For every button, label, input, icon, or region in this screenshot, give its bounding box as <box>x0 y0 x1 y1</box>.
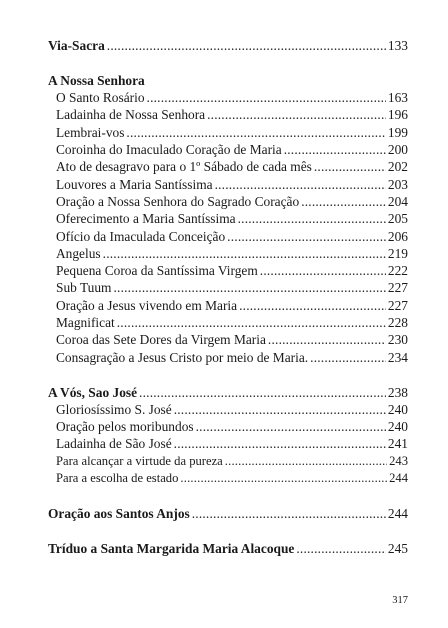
dot-leader <box>238 210 386 227</box>
dot-leader <box>139 384 386 401</box>
toc-page-number: 245 <box>387 540 408 556</box>
toc-entry-title: Ato de desagravo para o 1º Sábado de cada mês <box>56 159 312 175</box>
toc-entry <box>48 141 408 158</box>
dot-leader <box>180 470 387 487</box>
dot-leader <box>147 89 386 106</box>
toc-entry-title: Ofício da Imaculada Conceição <box>56 228 226 244</box>
dot-leader <box>196 418 386 435</box>
toc-page-number: 240 <box>387 401 408 417</box>
toc-entry <box>48 89 408 106</box>
section-gap <box>48 522 408 540</box>
dot-leader <box>192 505 386 522</box>
toc-entry-title: Pequena Coroa da Santíssima Virgem <box>56 263 258 279</box>
dot-leader <box>113 279 385 296</box>
toc-entry-title: Oração pelos moribundos <box>56 419 194 435</box>
toc-entry <box>48 453 408 470</box>
toc-page-number: 244 <box>389 471 408 486</box>
toc-page-number: 222 <box>387 263 408 279</box>
dot-leader <box>296 540 386 557</box>
toc-entry-title: Oração a Jesus vivendo em Maria <box>56 297 238 313</box>
toc-page-number: 227 <box>387 297 408 313</box>
toc-heading-sao-jose <box>48 384 408 401</box>
toc-heading-title: Tríduo a Santa Margarida Maria Alacoque <box>48 540 295 556</box>
dot-leader <box>174 401 386 418</box>
toc-entry <box>48 210 408 227</box>
toc-heading-title: A Nossa Senhora <box>48 72 145 88</box>
toc-entry <box>48 228 408 245</box>
toc-entry <box>48 124 408 141</box>
toc-page-number: 200 <box>387 142 408 158</box>
toc-heading-triduo <box>48 540 408 557</box>
section-gap <box>48 366 408 384</box>
toc-page-number: 199 <box>387 124 408 140</box>
dot-leader <box>215 176 386 193</box>
dot-leader <box>225 453 387 470</box>
dot-leader <box>103 245 386 262</box>
page-number: 317 <box>392 595 408 606</box>
dot-leader <box>107 37 386 54</box>
toc-entry <box>48 158 408 175</box>
toc-entry-title: Para alcançar a virtude da pureza <box>56 453 223 468</box>
dot-leader <box>260 262 386 279</box>
toc-page-number: 234 <box>387 349 408 365</box>
toc-entry <box>48 106 408 123</box>
toc-entry <box>48 401 408 418</box>
dot-leader <box>314 158 386 175</box>
toc-heading-nossa-senhora <box>48 72 408 89</box>
toc-entry-title: O Santo Rosário <box>56 90 145 106</box>
dot-leader <box>268 331 386 348</box>
toc-entry <box>48 245 408 262</box>
toc-entry <box>48 470 408 487</box>
toc-heading-title: Via-Sacra <box>48 38 105 53</box>
toc-entry <box>48 297 408 314</box>
toc-entry <box>48 262 408 279</box>
toc-entry-title: Ladainha de Nossa Senhora <box>56 107 206 123</box>
dot-leader <box>239 297 386 314</box>
toc-entry-title: Angelus <box>56 245 101 261</box>
toc-page-number: 196 <box>387 107 408 123</box>
toc-entry-title: Magnificat <box>56 315 115 331</box>
toc-heading-santos-anjos <box>48 505 408 522</box>
toc-page-number: 202 <box>387 159 408 175</box>
toc-entry-title: Gloriosíssimo S. José <box>56 401 172 417</box>
toc-page-number: 205 <box>387 211 408 227</box>
toc-entry-title: Oração a Nossa Senhora do Sagrado Coração <box>56 193 300 209</box>
section-gap <box>48 54 408 72</box>
toc-entry-title: Lembrai-vos <box>56 124 125 140</box>
dot-leader <box>227 228 386 245</box>
dot-leader <box>301 193 386 210</box>
toc-entry-title: Sub Tuum <box>56 280 112 296</box>
section-gap <box>48 487 408 505</box>
dot-leader <box>207 106 386 123</box>
toc-entry-title: Consagração a Jesus Cristo por meio de Maria. <box>56 349 309 365</box>
toc-page-number: 133 <box>387 38 408 53</box>
toc-page-number: 228 <box>387 315 408 331</box>
toc-entry <box>48 331 408 348</box>
toc-page-number: 206 <box>387 228 408 244</box>
dot-leader <box>284 141 386 158</box>
toc-entry-title: Ladainha de São José <box>56 436 172 452</box>
toc-entry <box>48 279 408 296</box>
toc-heading-title: Oração aos Santos Anjos <box>48 505 190 521</box>
toc-page-number: 241 <box>387 436 408 452</box>
toc-page-number: 163 <box>387 90 408 106</box>
toc-entry-title: Louvores a Maria Santíssima <box>56 176 213 192</box>
toc-entry <box>48 176 408 193</box>
toc-heading-title: A Vós, Sao José <box>48 384 138 400</box>
toc-entry-title: Coroinha do Imaculado Coração de Maria <box>56 142 282 158</box>
toc-entry <box>48 435 408 452</box>
toc-entry <box>48 314 408 331</box>
toc-page-number: 203 <box>387 176 408 192</box>
toc-page-number: 230 <box>387 332 408 348</box>
toc-entry <box>48 418 408 435</box>
dot-leader <box>117 314 386 331</box>
toc-page-number: 219 <box>387 245 408 261</box>
dot-leader <box>174 435 386 452</box>
toc-page-number: 204 <box>387 193 408 209</box>
dot-leader <box>310 349 386 366</box>
toc-entry-title: Oferecimento a Maria Santíssima <box>56 211 236 227</box>
toc-entry <box>48 193 408 210</box>
toc-heading-via-sacra <box>48 37 408 54</box>
toc-entry <box>48 349 408 366</box>
toc-entry-title: Coroa das Sete Dores da Virgem Maria <box>56 332 266 348</box>
toc-page-number: 238 <box>387 384 408 400</box>
toc-page-number: 243 <box>389 453 408 468</box>
toc-page-number: 240 <box>387 419 408 435</box>
dot-leader <box>126 124 385 141</box>
toc-page-number: 227 <box>387 280 408 296</box>
table-of-contents <box>48 37 408 557</box>
toc-page-number: 244 <box>387 505 408 521</box>
toc-entry-title: Para a escolha de estado <box>56 471 179 486</box>
